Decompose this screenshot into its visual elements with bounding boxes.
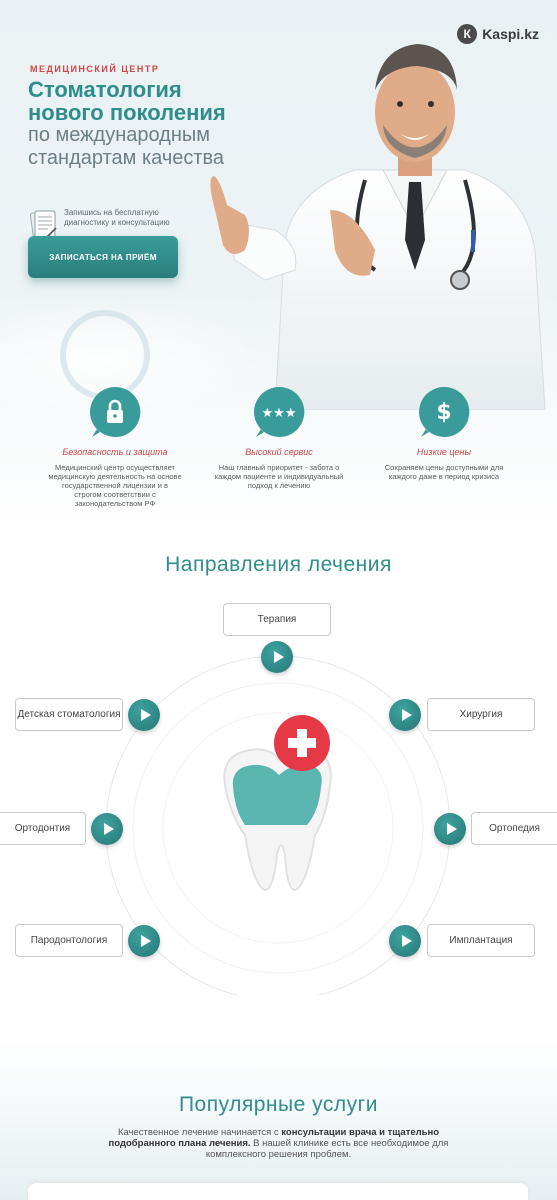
stars-icon: [252, 385, 306, 439]
direction-surgery-play-button[interactable]: [389, 699, 421, 731]
direction-pediatric-play-button[interactable]: [128, 699, 160, 731]
feature-prices: [369, 385, 519, 481]
popular-section-background: [0, 1040, 557, 1200]
svg-text:$: $: [436, 400, 452, 425]
popular-desc-part1: Качественное лечение начинается с: [117, 1127, 282, 1138]
svg-text:★★★: ★★★: [261, 406, 297, 421]
lock-icon: [88, 385, 142, 439]
directions-diagram: [0, 595, 557, 995]
feature-safety: [40, 385, 190, 508]
popular-desc-part2: В нашей клинике есть все необходимое для комплексного решения проблем.: [205, 1138, 449, 1160]
direction-pediatric-label[interactable]: Детская стоматология: [15, 698, 123, 731]
book-appointment-button[interactable]: ЗАПИСАТЬСЯ НА ПРИЁМ: [28, 236, 178, 278]
feature-title: Безопасность и защита: [62, 447, 168, 457]
feature-service: [204, 385, 354, 490]
hero-note: Запишись на бесплатную диагностику и консультацию: [64, 208, 170, 227]
direction-orthodontics-label[interactable]: Ортодонтия: [0, 812, 86, 845]
hero-subtitle-line1: по международным: [28, 124, 211, 146]
tooth-icon: [215, 715, 345, 895]
feature-description: Сохраняем цены доступными для каждого даже в период кризиса: [384, 463, 504, 481]
doctor-image: [205, 30, 557, 410]
kaspi-logo-icon: К: [457, 24, 477, 44]
feature-title: Низкие цены: [416, 447, 472, 457]
direction-surgery-label[interactable]: Хирургия: [427, 698, 535, 731]
popular-desc-bold: консультации врача и тщательно подобранного плана лечения.: [108, 1127, 440, 1149]
dollar-icon: [417, 385, 471, 439]
direction-orthopedics-play-button[interactable]: [434, 813, 466, 845]
hero-subtitle-line2: стандартам качества: [28, 147, 225, 169]
direction-implantation-play-button[interactable]: [389, 925, 421, 957]
feature-description: Медицинский центр осуществляет медицинскую деятельность на основе государственной лицензии и в строгом соответствии с законодательством РФ: [48, 463, 182, 508]
hero-eyebrow: МЕДИЦИНСКИЙ ЦЕНТР: [30, 64, 160, 74]
popular-title: Популярные услуги: [178, 1093, 379, 1116]
feature-description: Наш главный приоритет - забота о каждом пациенте и индивидуальный подход к лечению: [214, 463, 344, 490]
hero-section: [0, 0, 557, 530]
directions-title: Направления лечения: [165, 553, 392, 576]
direction-implantation-label[interactable]: Имплантация: [427, 924, 535, 957]
direction-orthodontics-play-button[interactable]: [91, 813, 123, 845]
direction-periodontics-label[interactable]: Пародонтология: [15, 924, 123, 957]
direction-therapy-label[interactable]: Терапия: [223, 603, 331, 636]
direction-periodontics-play-button[interactable]: [128, 925, 160, 957]
hero-title-line2: нового поколения: [28, 100, 226, 125]
kaspi-brand-label: Kaspi.kz: [482, 26, 539, 42]
direction-therapy-play-button[interactable]: [261, 641, 293, 673]
hero-title-line1: Стоматология: [28, 77, 182, 102]
service-card-preview[interactable]: [28, 1183, 528, 1200]
direction-orthopedics-label[interactable]: Ортопедия: [471, 812, 557, 845]
feature-title: Высокий сервис: [245, 447, 313, 457]
popular-description: [100, 1127, 457, 1160]
